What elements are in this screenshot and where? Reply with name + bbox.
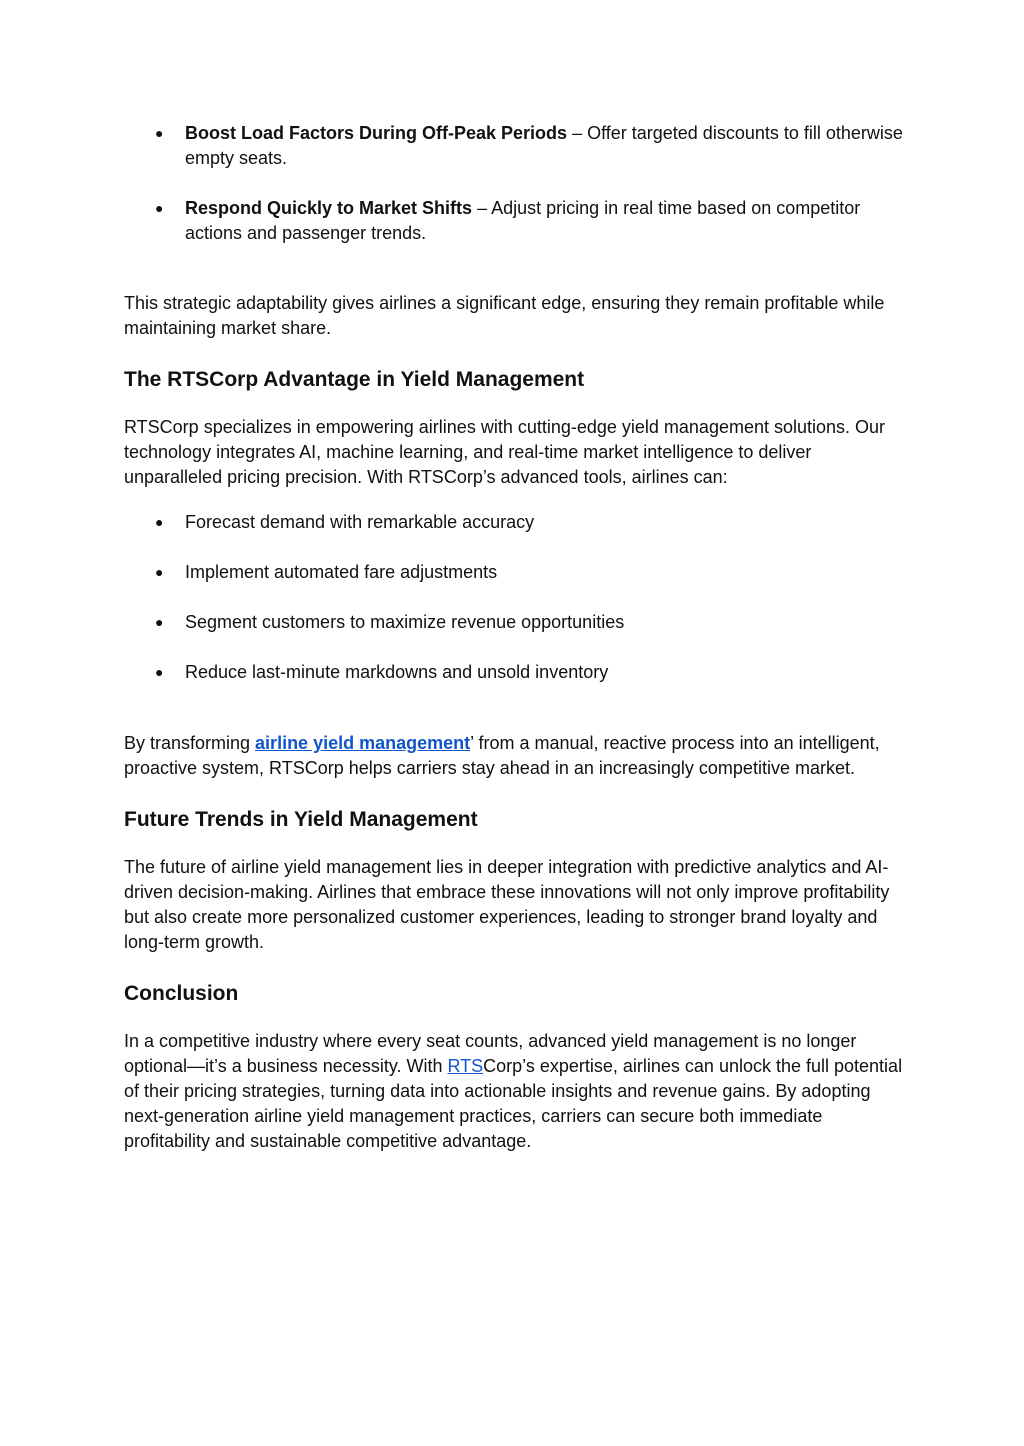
conclusion-text-after: Corp’s expertise, airlines can unlock the full potential of their pricing strategies, turning data into actionable insights and revenue gains. By adopting next-generation airline yield management practices, carriers can secure both immediate profitability and sustainable competitive advantage.: [124, 1056, 903, 1151]
transform-paragraph: [124, 731, 904, 781]
bullet-icon: ●: [155, 514, 164, 530]
bullet-icon: ●: [155, 614, 164, 630]
conclusion-text-before: In a competitive industry where every seat counts, advanced yield management is no longer optional—it’s a business necessity. With: [124, 1031, 857, 1076]
list-item-text: Reduce last-minute markdowns and unsold inventory: [185, 662, 609, 682]
list-item: [124, 610, 904, 635]
future-heading: Future Trends in Yield Management: [124, 808, 478, 831]
bullet-icon: ●: [155, 200, 164, 216]
transform-text-after: ’ from a manual, reactive process into an intelligent, proactive system, RTSCorp helps carriers stay ahead in an increasingly competitive market.: [124, 733, 880, 778]
list-item-text: – Adjust pricing in real time based on competitor actions and passenger trends.: [185, 198, 861, 243]
bullet-icon: ●: [155, 125, 164, 141]
list-item: [124, 660, 904, 685]
airline-yield-management-link[interactable]: airline yield management: [255, 733, 471, 753]
list-item: [124, 560, 904, 585]
document-content: [124, 121, 904, 1154]
list-item: [124, 121, 904, 171]
conclusion-heading: Conclusion: [124, 982, 239, 1005]
transform-text-before: By transforming: [124, 733, 256, 753]
advantage-heading: The RTSCorp Advantage in Yield Management: [124, 368, 585, 391]
intro-paragraph: This strategic adaptability gives airlines a significant edge, ensuring they remain profitable while maintaining market share.: [124, 293, 885, 338]
conclusion-paragraph: [124, 1029, 904, 1154]
list-item: [124, 510, 904, 535]
list-item-text: – Offer targeted discounts to fill otherwise empty seats.: [185, 123, 903, 168]
bullet-icon: ●: [155, 664, 164, 680]
advantage-paragraph: RTSCorp specializes in empowering airlines with cutting-edge yield management solutions. Our technology integrates AI, machine learning, and real-time market intelligence to deliver unparalleled pricing precision. With RTSCorp’s advanced tools, airlines can:: [124, 417, 886, 487]
benefits-list: [124, 121, 904, 246]
advantage-list: [124, 510, 904, 685]
list-item-text: Forecast demand with remarkable accuracy: [185, 512, 535, 532]
rts-link[interactable]: RTS: [447, 1056, 484, 1076]
future-paragraph: The future of airline yield management lies in deeper integration with predictive analytics and AI-driven decision-making. Airlines that embrace these innovations will not only improve profitability but also create more personalized customer experiences, leading to stronger brand loyalty and long-term growth.: [124, 857, 890, 952]
list-item-text: Segment customers to maximize revenue opportunities: [185, 612, 625, 632]
list-item-title: Respond Quickly to Market Shifts: [185, 198, 473, 218]
list-item-text: Implement automated fare adjustments: [185, 562, 498, 582]
bullet-icon: ●: [155, 564, 164, 580]
list-item-title: Boost Load Factors During Off-Peak Periods: [185, 123, 568, 143]
list-item: [124, 196, 904, 246]
